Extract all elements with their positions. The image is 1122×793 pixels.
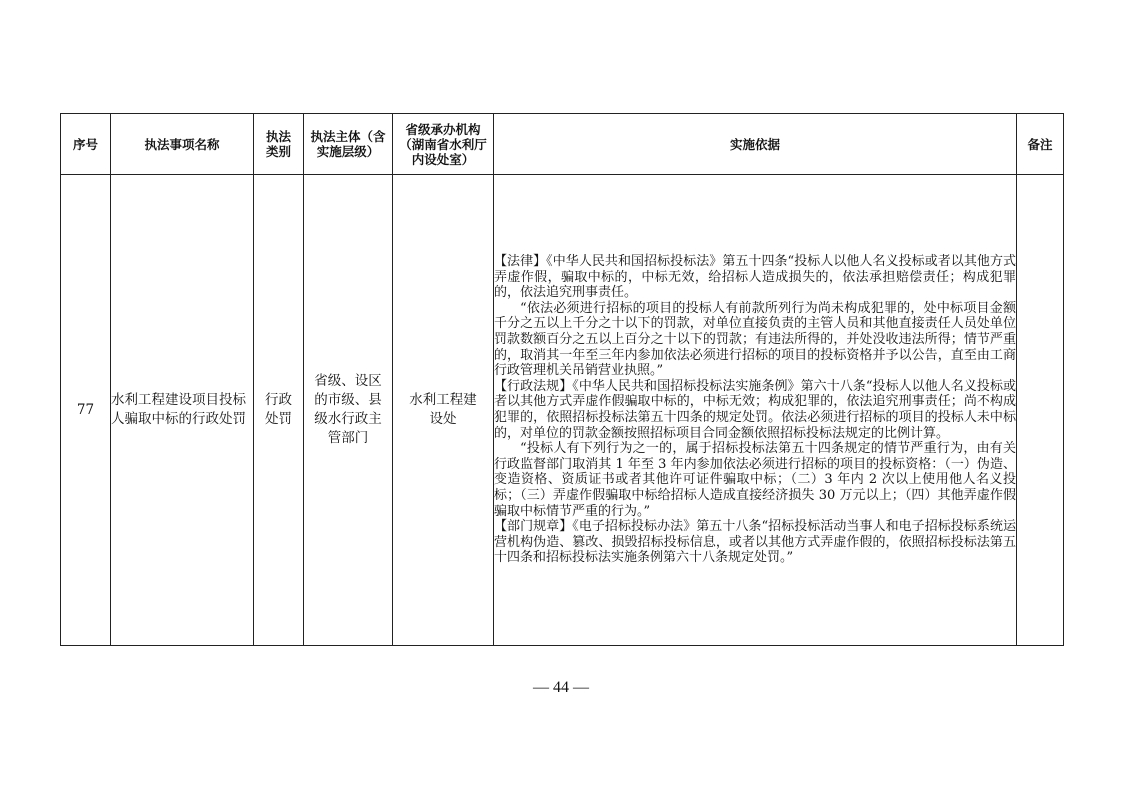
cell-remark <box>1017 175 1064 646</box>
page-number: — 44 — <box>533 679 589 696</box>
header-item-name: 执法事项名称 <box>111 114 254 175</box>
header-index: 序号 <box>61 114 111 175</box>
cell-provincial-org: 水利工程建设处 <box>393 175 494 646</box>
header-basis: 实施依据 <box>494 114 1017 175</box>
basis-regulation-paragraph: 【行政法规】《中华人民共和国招标投标法实施条例》第六十八条“投标人以他人名义投标或者以其他方式弄虚作假骗取中标的，中标无效；构成犯罪的，依法追究刑事责任；尚不构成犯罪的，依照招标投标法第五十四条的规定处罚。依法必须进行招标的项目的投标人未中标的，对单位的罚款金额按照招标项目合同金额依照招标投标法规定的比例计算。 <box>494 378 1016 441</box>
header-subject: 执法主体（含实施层级） <box>304 114 393 175</box>
basis-rule-paragraph: 【部门规章】《电子招标投标办法》第五十八条“招标投标活动当事人和电子招标投标系统运营机构伪造、篡改、损毁招标投标信息，或者以其他方式弄虚作假的，依照招标投标法第五十四条和招标投标法实施条例第六十八条规定处罚。” <box>494 519 1016 566</box>
basis-law-paragraph: 【法律】《中华人民共和国招标投标法》第五十四条“投标人以他人名义投标或者以其他方式弄虚作假，骗取中标的，中标无效，给招标人造成损失的，依法承担赔偿责任；构成犯罪的，依法追究刑事责任。 <box>494 254 1016 301</box>
basis-regulation-paragraph-2: “投标人有下列行为之一的，属于招标投标法第五十四条规定的情节严重行为，由有关行政监督部门取消其 1 年至 3 年内参加依法必须进行招标的项目的投标资格：（一）伪造、变造资格、资质证书或者其他许可证件骗取中标；（二）3 年内 2 次以上使用他人名义投标；（三）弄虚作假骗取中标给招标人造成直接经济损失 30 万元以上；（四）其他弄虚作假骗取中标情节严重的行为。” <box>494 441 1016 519</box>
table-header-row <box>61 114 1064 175</box>
enforcement-table <box>60 113 1064 646</box>
table-row <box>61 175 1064 646</box>
cell-category: 行政处罚 <box>254 175 304 646</box>
cell-item-name: 水利工程建设项目投标人骗取中标的行政处罚 <box>111 175 254 646</box>
cell-index: 77 <box>61 175 111 646</box>
header-provincial-org: 省级承办机构（湖南省水利厅内设处室） <box>393 114 494 175</box>
header-remark: 备注 <box>1017 114 1064 175</box>
cell-basis <box>494 175 1017 646</box>
cell-subject: 省级、设区的市级、县级水行政主管部门 <box>304 175 393 646</box>
basis-law-paragraph-2: “依法必须进行招标的项目的投标人有前款所列行为尚未构成犯罪的，处中标项目金额千分之五以上千分之十以下的罚款，对单位直接负责的主管人员和其他直接责任人员处单位罚款数额百分之五以上百分之十以下的罚款；有违法所得的，并处没收违法所得；情节严重的，取消其一年至三年内参加依法必须进行招标的项目的投标资格并予以公告，直至由工商行政管理机关吊销营业执照。” <box>494 300 1016 379</box>
header-category: 执法类别 <box>254 114 304 175</box>
